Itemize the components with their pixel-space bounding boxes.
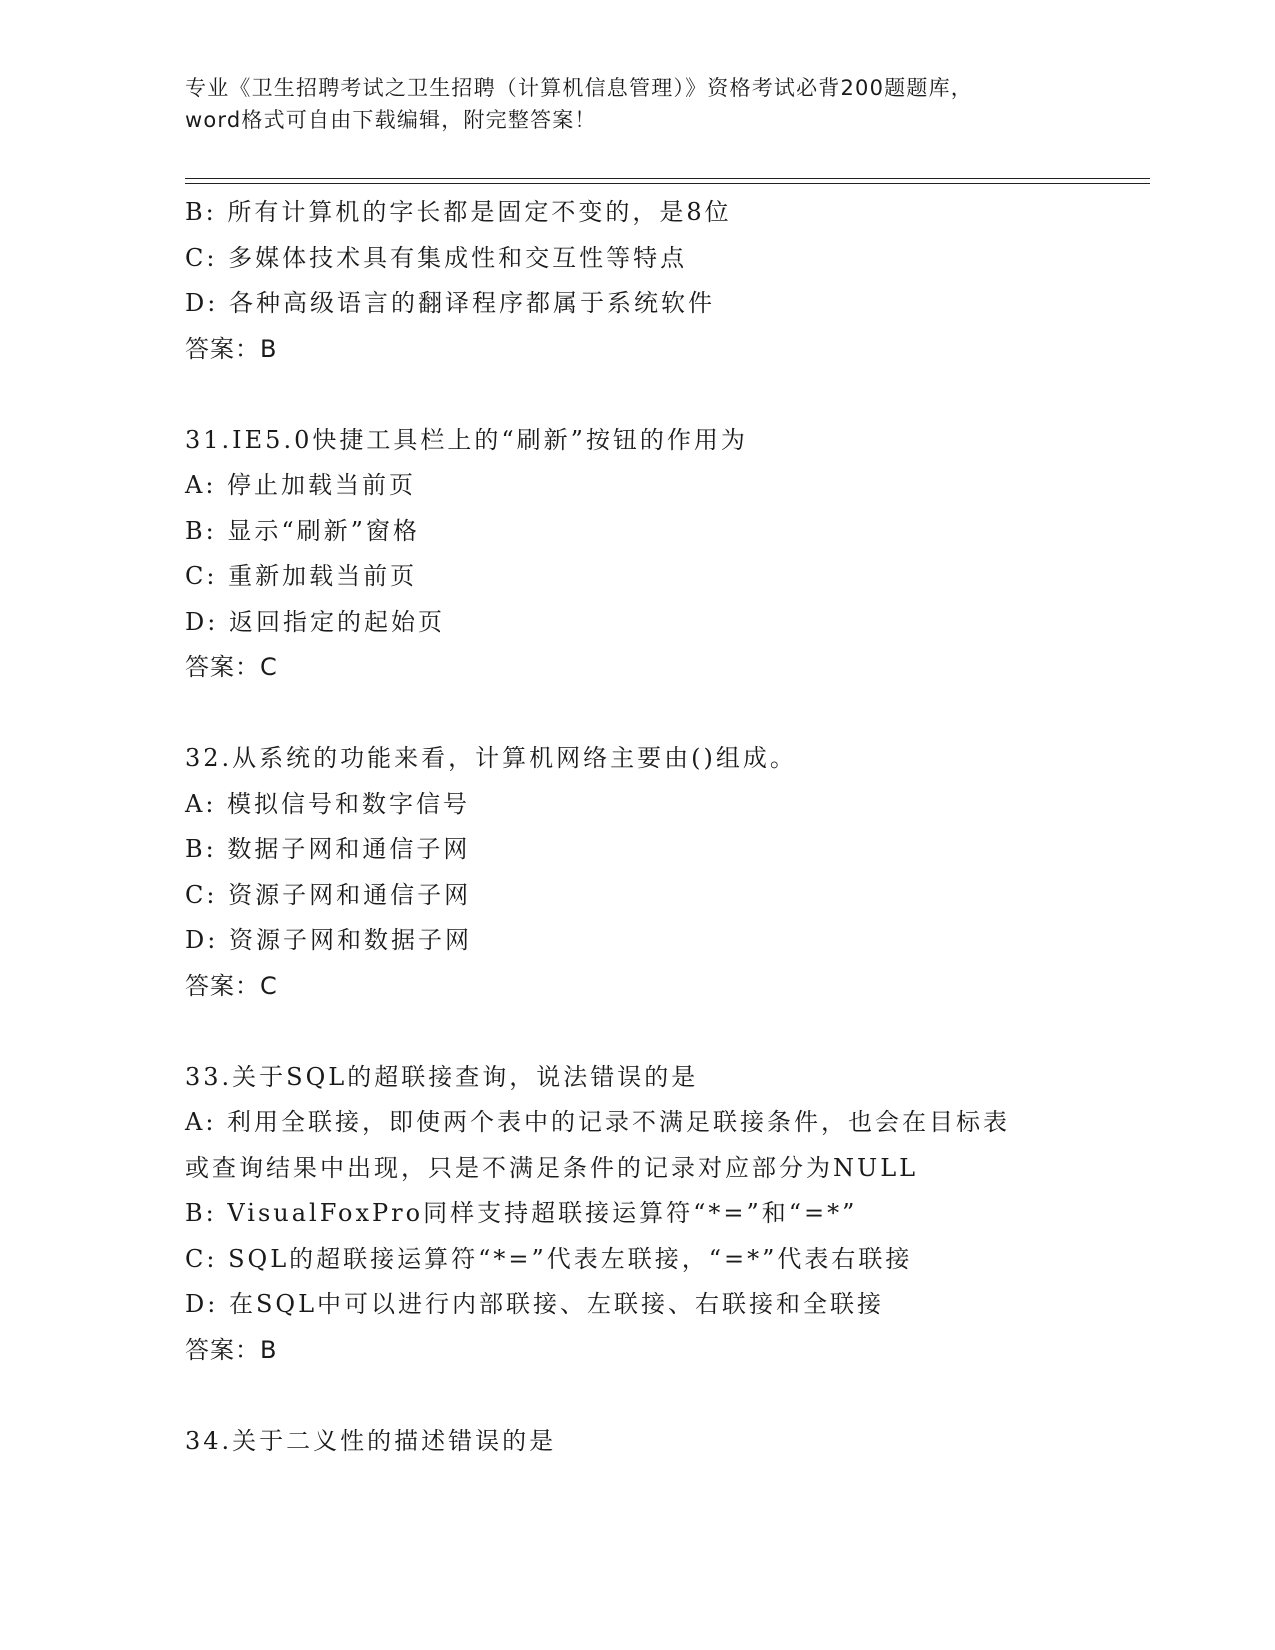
option-d: D: 返回指定的起始页 xyxy=(185,607,445,636)
option-c: C: 资源子网和通信子网 xyxy=(185,880,472,909)
option-d: D: 在SQL中可以进行内部联接、左联接、右联接和全联接 xyxy=(185,1290,885,1318)
question-32-block xyxy=(185,736,1085,1009)
question-33-block xyxy=(185,1055,1085,1374)
header-line-1: 专业《卫生招聘考试之卫生招聘（计算机信息管理）》资格考试必背200题题库， xyxy=(185,76,973,100)
question-text: 33.关于SQL的超联接查询，说法错误的是 xyxy=(185,1062,699,1091)
header-divider-top xyxy=(185,178,1150,179)
question-text: 34.关于二义性的描述错误的是 xyxy=(185,1426,557,1455)
question-34-block xyxy=(185,1419,1085,1465)
question-text: 32.从系统的功能来看，计算机网络主要由()组成。 xyxy=(185,744,797,772)
option-d: D: 各种高级语言的翻译程序都属于系统软件 xyxy=(185,289,715,317)
answer-line: 答案：C xyxy=(185,653,278,681)
answer-line: 答案：B xyxy=(185,334,278,363)
spacer xyxy=(185,691,1085,737)
spacer xyxy=(185,372,1085,418)
question-text: 31.IE5.0快捷工具栏上的“刷新”按钮的作用为 xyxy=(185,425,748,454)
document-header xyxy=(185,72,1085,136)
option-a-continued: 或查询结果中出现，只是不满足条件的记录对应部分为NULL xyxy=(185,1153,919,1182)
question-30-block xyxy=(185,190,1085,372)
question-list xyxy=(185,190,1085,1464)
option-a: A: 模拟信号和数字信号 xyxy=(185,789,471,818)
option-b: B: VisualFoxPro同样支持超联接运算符“*=”和“=*” xyxy=(185,1199,858,1227)
option-d: D: 资源子网和数据子网 xyxy=(185,926,472,954)
option-a: A: 停止加载当前页 xyxy=(185,471,417,499)
header-divider-bottom xyxy=(185,183,1150,184)
option-c: C: 重新加载当前页 xyxy=(185,562,418,590)
answer-line: 答案：C xyxy=(185,971,278,1000)
spacer xyxy=(185,1373,1085,1419)
option-b: B: 数据子网和通信子网 xyxy=(185,835,471,863)
option-c: C: 多媒体技术具有集成性和交互性等特点 xyxy=(185,243,688,272)
answer-line: 答案：B xyxy=(185,1335,278,1364)
option-b: B: 所有计算机的字长都是固定不变的，是8位 xyxy=(185,198,732,226)
option-c: C: SQL的超联接运算符“*=”代表左联接，“=*”代表右联接 xyxy=(185,1244,913,1273)
option-a: A: 利用全联接，即使两个表中的记录不满足联接条件，也会在目标表 xyxy=(185,1108,1011,1136)
question-31-block xyxy=(185,418,1085,691)
option-b: B: 显示“刷新”窗格 xyxy=(185,516,420,545)
header-line-2: word格式可自由下载编辑，附完整答案！ xyxy=(185,108,597,132)
spacer xyxy=(185,1009,1085,1055)
